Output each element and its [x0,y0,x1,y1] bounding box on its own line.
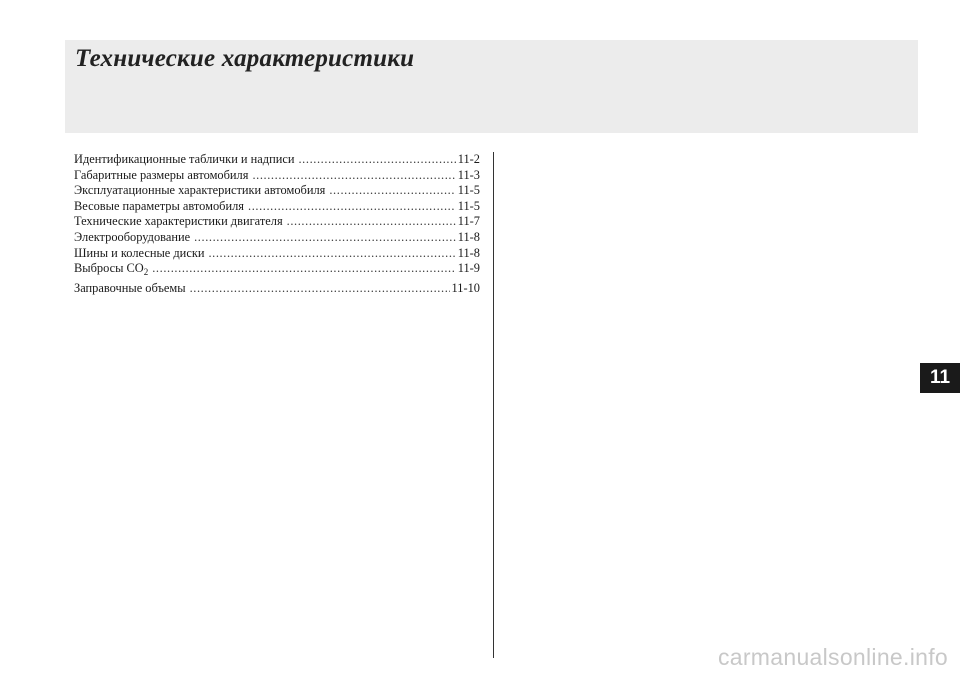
toc-entry-label-text: Выбросы CO [74,261,144,276]
toc-entry-page: 11-7 [457,214,480,229]
toc-entry-electrical[interactable] [74,230,480,246]
toc-entry-co2-emissions[interactable] [74,261,480,277]
toc-leader-dots [252,168,455,184]
toc-entry-page: 11-2 [457,152,480,166]
toc-leader-dots [298,152,455,168]
toc-entry-page: 11-5 [457,183,480,198]
toc-entry-identification-plates[interactable] [74,152,480,168]
toc-entry-engine-specs[interactable] [74,214,480,230]
toc-leader-dots [152,261,456,277]
toc-leader-dots [248,199,456,215]
toc-entry-weights[interactable] [74,199,480,215]
toc-entry-label: Шины и колесные диски [74,245,205,260]
toc-entry-label: Эксплуатационные характеристики автомобиля [74,183,326,198]
toc-entry-page: 11-10 [451,280,480,295]
toc-entry-label: Идентификационные таблички и надписи [74,152,295,166]
toc-leader-dots [190,277,450,299]
toc-leader-dots [287,214,456,230]
toc-entry-page: 11-8 [457,229,480,244]
toc-entry-label [74,261,152,277]
toc-leader-dots [329,183,455,199]
toc-entry-tyres-wheels[interactable] [74,246,480,262]
toc-entry-page: 11-3 [457,167,480,182]
chapter-tab[interactable]: 11 [920,363,960,393]
toc-entry-label: Электрооборудование [74,229,191,244]
toc-entry-dimensions[interactable] [74,168,480,184]
toc-entry-label: Весовые параметры автомобиля [74,198,244,213]
toc-entry-page: 11-9 [457,261,480,276]
toc-leader-dots [194,230,456,246]
watermark: carmanualsonline.info [717,644,948,670]
toc-entry-page: 11-5 [457,198,480,213]
toc-entry-capacities[interactable] [74,277,480,299]
table-of-contents [74,152,480,299]
chapter-title: Технические характеристики [75,45,415,72]
chapter-header [65,40,918,133]
toc-entry-label: Габаритные размеры автомобиля [74,167,249,182]
toc-entry-page: 11-8 [457,245,480,260]
toc-leader-dots [208,246,455,262]
toc-entry-label-subscript: 2 [143,267,149,278]
toc-entry-performance[interactable] [74,183,480,199]
column-divider [493,152,494,658]
toc-entry-label: Технические характеристики двигателя [74,214,283,229]
toc-entry-label: Заправочные объемы [74,280,186,295]
